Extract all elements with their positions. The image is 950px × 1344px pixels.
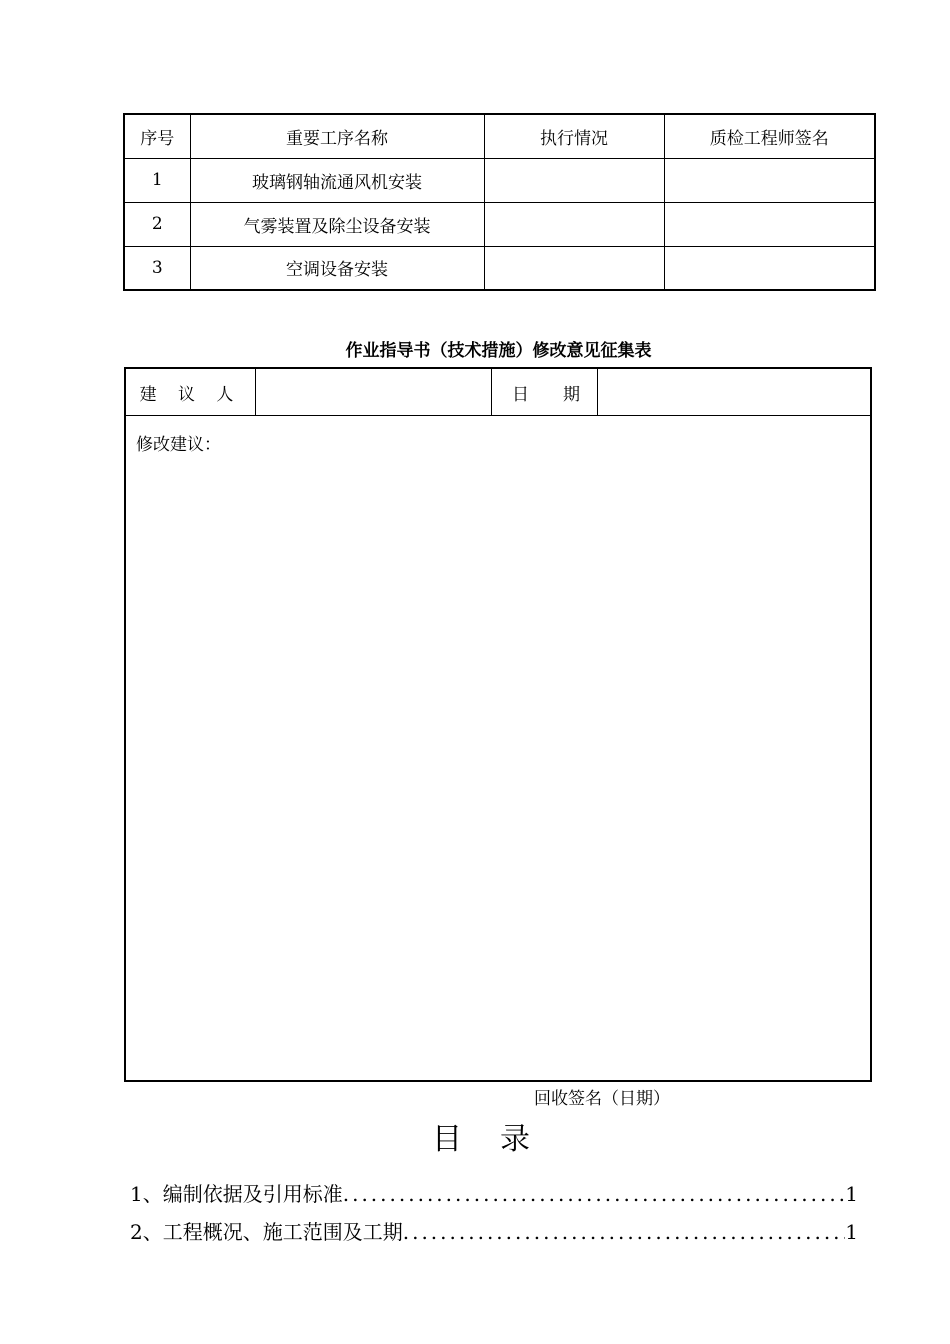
receipt-signature-label: 回收签名（日期）	[534, 1089, 670, 1109]
row-process-name: 气雾装置及除尘设备安装	[190, 202, 484, 246]
row-status[interactable]	[484, 246, 664, 290]
proposer-label: 建 议 人	[126, 369, 256, 415]
toc-item-page: 1	[845, 1220, 858, 1244]
feedback-form-header	[126, 369, 870, 416]
table-row	[124, 246, 875, 290]
toc-item-text: 2、工程概况、施工范围及工期	[130, 1220, 403, 1244]
toc-item[interactable]	[130, 1216, 858, 1245]
header-no: 序号	[124, 114, 190, 158]
proposer-field[interactable]	[256, 369, 492, 415]
row-status[interactable]	[484, 158, 664, 202]
feedback-form	[124, 367, 872, 1082]
row-no: 1	[124, 158, 190, 202]
date-field[interactable]	[598, 369, 870, 415]
table-row	[124, 158, 875, 202]
row-status[interactable]	[484, 202, 664, 246]
row-signature[interactable]	[664, 202, 875, 246]
date-label: 日 期	[492, 369, 598, 415]
table-row	[124, 202, 875, 246]
process-table	[123, 113, 876, 291]
header-status: 执行情况	[484, 114, 664, 158]
suggestion-label: 修改建议：	[136, 435, 221, 455]
header-process-name: 重要工序名称	[190, 114, 484, 158]
row-process-name: 玻璃钢轴流通风机安装	[190, 158, 484, 202]
row-process-name: 空调设备安装	[190, 246, 484, 290]
toc-item-page: 1	[845, 1182, 858, 1206]
toc-item[interactable]	[130, 1178, 858, 1207]
row-no: 3	[124, 246, 190, 290]
row-signature[interactable]	[664, 158, 875, 202]
row-no: 2	[124, 202, 190, 246]
toc-item-text: 1、编制依据及引用标准	[130, 1182, 343, 1206]
toc-title: 目录	[432, 1122, 568, 1157]
toc-leader-dots	[403, 1220, 846, 1244]
toc-leader-dots	[343, 1182, 846, 1206]
header-signature: 质检工程师签名	[664, 114, 875, 158]
feedback-form-title: 作业指导书（技术措施）修改意见征集表	[345, 341, 652, 361]
suggestion-area[interactable]	[126, 416, 870, 469]
table-header-row	[124, 114, 875, 158]
row-signature[interactable]	[664, 246, 875, 290]
